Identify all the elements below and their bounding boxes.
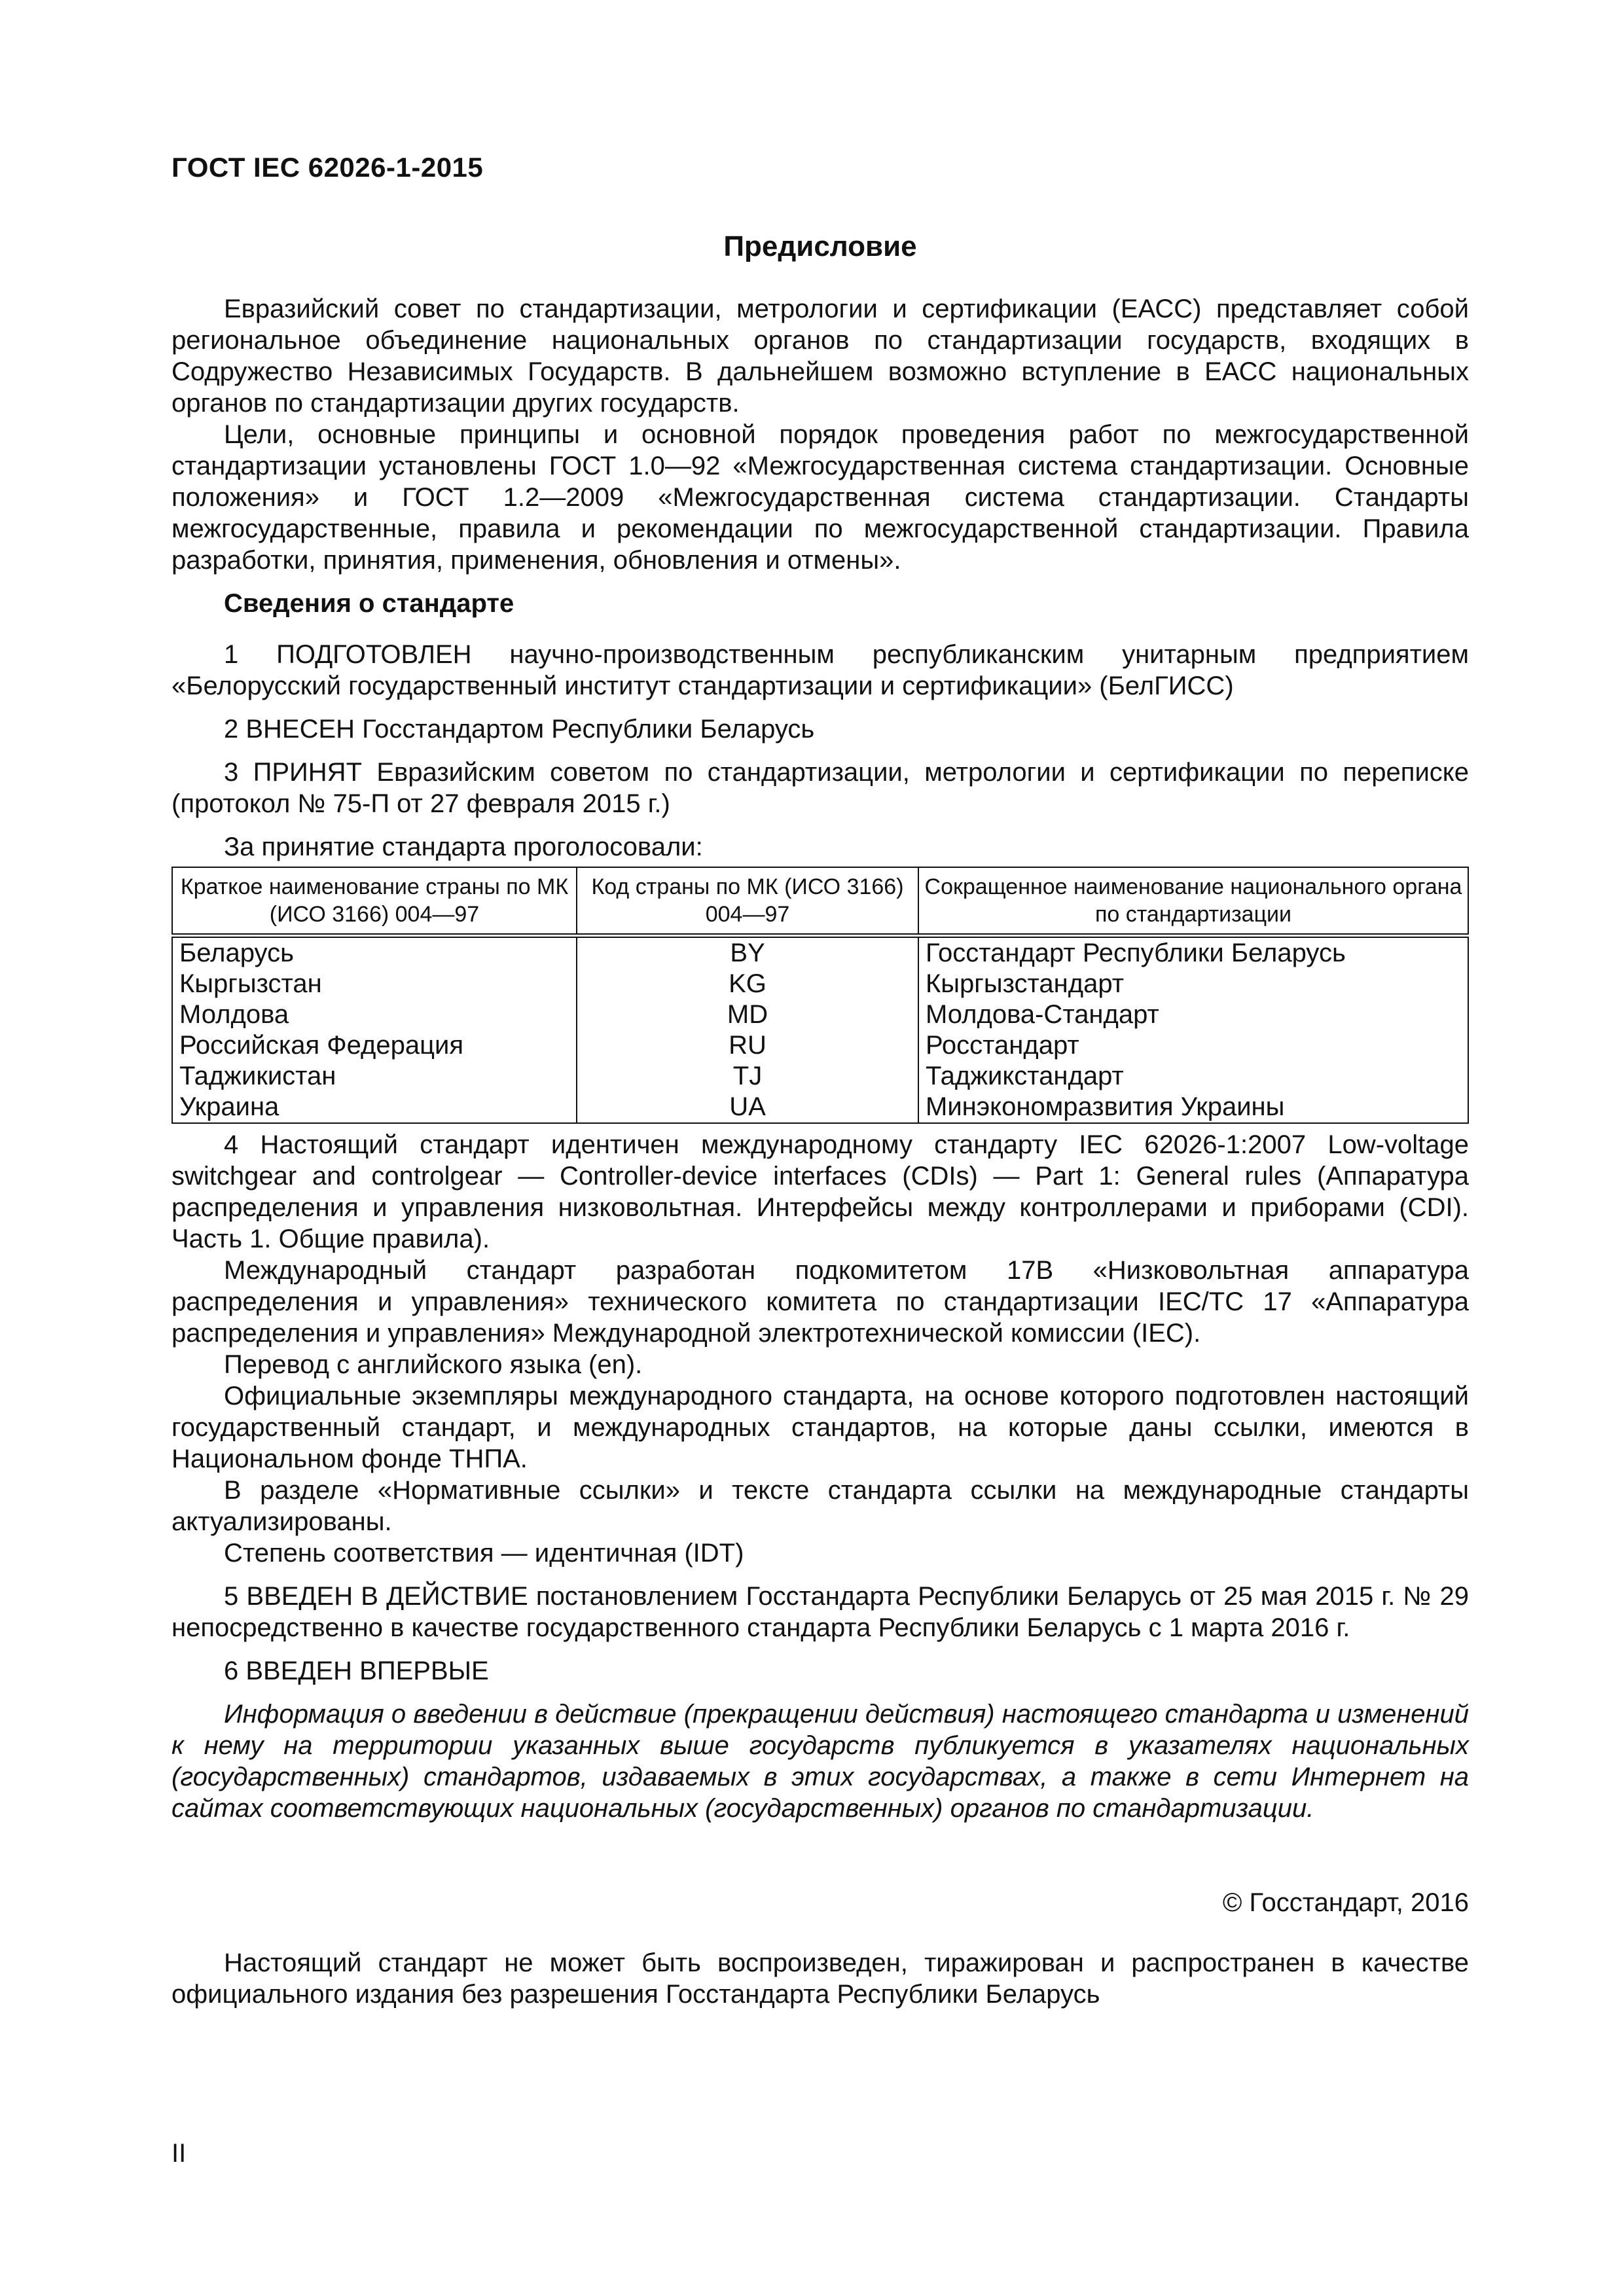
table-cell-authority: Таджикстандарт [918, 1061, 1468, 1092]
standard-info-heading: Сведения о стандарте [224, 589, 514, 618]
table-cell-authority: Кыргызстандарт [918, 969, 1468, 999]
table-cell-code: TJ [577, 1061, 918, 1092]
info-item-6: 6 ВВЕДЕН ВПЕРВЫЕ [224, 1657, 489, 1685]
table-cell-code: MD [577, 999, 918, 1030]
table-row [172, 1061, 1468, 1092]
notice-paragraph: Информация о введении в действие (прекращении действия) настоящего стандарта и изменений к нему на территории указанных выше государств публикуется в указателях национальных (государственных) стандартов, издаваемых в этих государствах, а также в сети Интернет на сайтах соответствующих национальных (государственных) органов по стандартизации. [171, 1700, 1469, 1823]
info-item-1: 1 ПОДГОТОВЛЕН научно-производственным республиканским унитарным предприятием «Белорусский государственный институт стандартизации и сертификации» (БелГИСС) [171, 640, 1469, 700]
table-cell-country: Российская Федерация [172, 1030, 577, 1061]
table-row [172, 1092, 1468, 1123]
info-item-5: 5 ВВЕДЕН В ДЕЙСТВИЕ постановлением Госстандарта Республики Беларусь от 25 мая 2015 г. № 29 непосредственно в качестве государственного стандарта Республики Беларусь с 1 марта 2016 г. [171, 1582, 1469, 1642]
table-header-country: Краткое наименование страны по МК (ИСО 3166) 004—97 [172, 867, 577, 936]
table-cell-authority: Госстандарт Республики Беларусь [918, 936, 1468, 969]
table-cell-country: Таджикистан [172, 1061, 577, 1092]
item-4-paragraph-4: Официальные экземпляры международного стандарта, на основе которого подготовлен настоящий государственный стандарт, и международных стандартов, на которые даны ссылки, имеются в Национальном фонде ТНПА. [171, 1382, 1469, 1473]
table-cell-country: Украина [172, 1092, 577, 1123]
document-body [171, 293, 1469, 2010]
item-4-paragraph-3: Перевод с английского языка (en). [224, 1350, 643, 1379]
table-cell-authority: Росстандарт [918, 1030, 1468, 1061]
page-number: II [171, 2139, 187, 2168]
item-4-paragraph-5: В разделе «Нормативные ссылки» и тексте стандарта ссылки на международные стандарты актуализированы. [171, 1476, 1469, 1536]
table-header-code: Код страны по МК (ИСО 3166) 004—97 [577, 867, 918, 936]
table-cell-code: RU [577, 1030, 918, 1061]
table-cell-code: UA [577, 1092, 918, 1123]
table-cell-code: BY [577, 936, 918, 969]
info-item-2: 2 ВНЕСЕН Госстандартом Республики Беларусь [224, 715, 815, 744]
preface-paragraph-2: Цели, основные принципы и основной порядок проведения работ по межгосударственной стандартизации установлены ГОСТ 1.0—92 «Межгосударственная система стандартизации. Основные положения» и ГОСТ 1.2—2009 «Межгосударственная система стандартизации. Стандарты межгосударственные, правила и рекомендации по межгосударственной стандартизации. Правила разработки, принятия, применения, обновления и отмены». [171, 420, 1469, 575]
table-row [172, 969, 1468, 999]
reproduction-notice: Настоящий стандарт не может быть воспроизведен, тиражирован и распространен в качестве официального издания без разрешения Госстандарта Республики Беларусь [171, 1948, 1469, 2009]
table-cell-country: Беларусь [172, 936, 577, 969]
table-cell-authority: Минэкономразвития Украины [918, 1092, 1468, 1123]
table-row [172, 999, 1468, 1030]
table-cell-country: Молдова [172, 999, 577, 1030]
table-cell-authority: Молдова-Стандарт [918, 999, 1468, 1030]
voting-table [171, 867, 1469, 1124]
table-header-authority: Сокращенное наименование национального органа по стандартизации [918, 867, 1468, 936]
table-cell-country: Кыргызстан [172, 969, 577, 999]
item-4-paragraph-2: Международный стандарт разработан подкомитетом 17В «Низковольтная аппаратура распределения и управления» технического комитета по стандартизации IEC/TC 17 «Аппаратура распределения и управления» Международной электротехнической комиссии (IEC). [171, 1256, 1469, 1348]
table-header-row [172, 867, 1468, 936]
table-cell-code: KG [577, 969, 918, 999]
preface-paragraph-1: Евразийский совет по стандартизации, метрологии и сертификации (ЕАСС) представляет собой региональное объединение национальных органов по стандартизации государств, входящих в Содружество Независимых Государств. В дальнейшем возможно вступление в ЕАСС национальных органов по стандартизации других государств. [171, 295, 1469, 418]
info-item-3: 3 ПРИНЯТ Евразийским советом по стандартизации, метрологии и сертификации по переписке (протокол № 75-П от 27 февраля 2015 г.) [171, 758, 1469, 818]
item-4-paragraph-1: 4 Настоящий стандарт идентичен международному стандарту IEC 62026-1:2007 Low-voltage switchgear and controlgear — Controller-device interfaces (CDIs) — Part 1: General rules (Аппаратура распределения и управления низковольтная. Интерфейсы между контроллерами и приборами (CDI). Часть 1. Общие правила). [171, 1130, 1469, 1253]
voted-intro: За принятие стандарта проголосовали: [224, 833, 703, 861]
table-row [172, 1030, 1468, 1061]
copyright-line: © Госстандарт, 2016 [1222, 1888, 1469, 1917]
standard-code-header: ГОСТ IEC 62026-1-2015 [171, 152, 484, 183]
item-4-paragraph-6: Степень соответствия — идентичная (IDT) [224, 1539, 744, 1568]
table-row [172, 936, 1468, 969]
preface-title: Предисловие [723, 230, 917, 262]
